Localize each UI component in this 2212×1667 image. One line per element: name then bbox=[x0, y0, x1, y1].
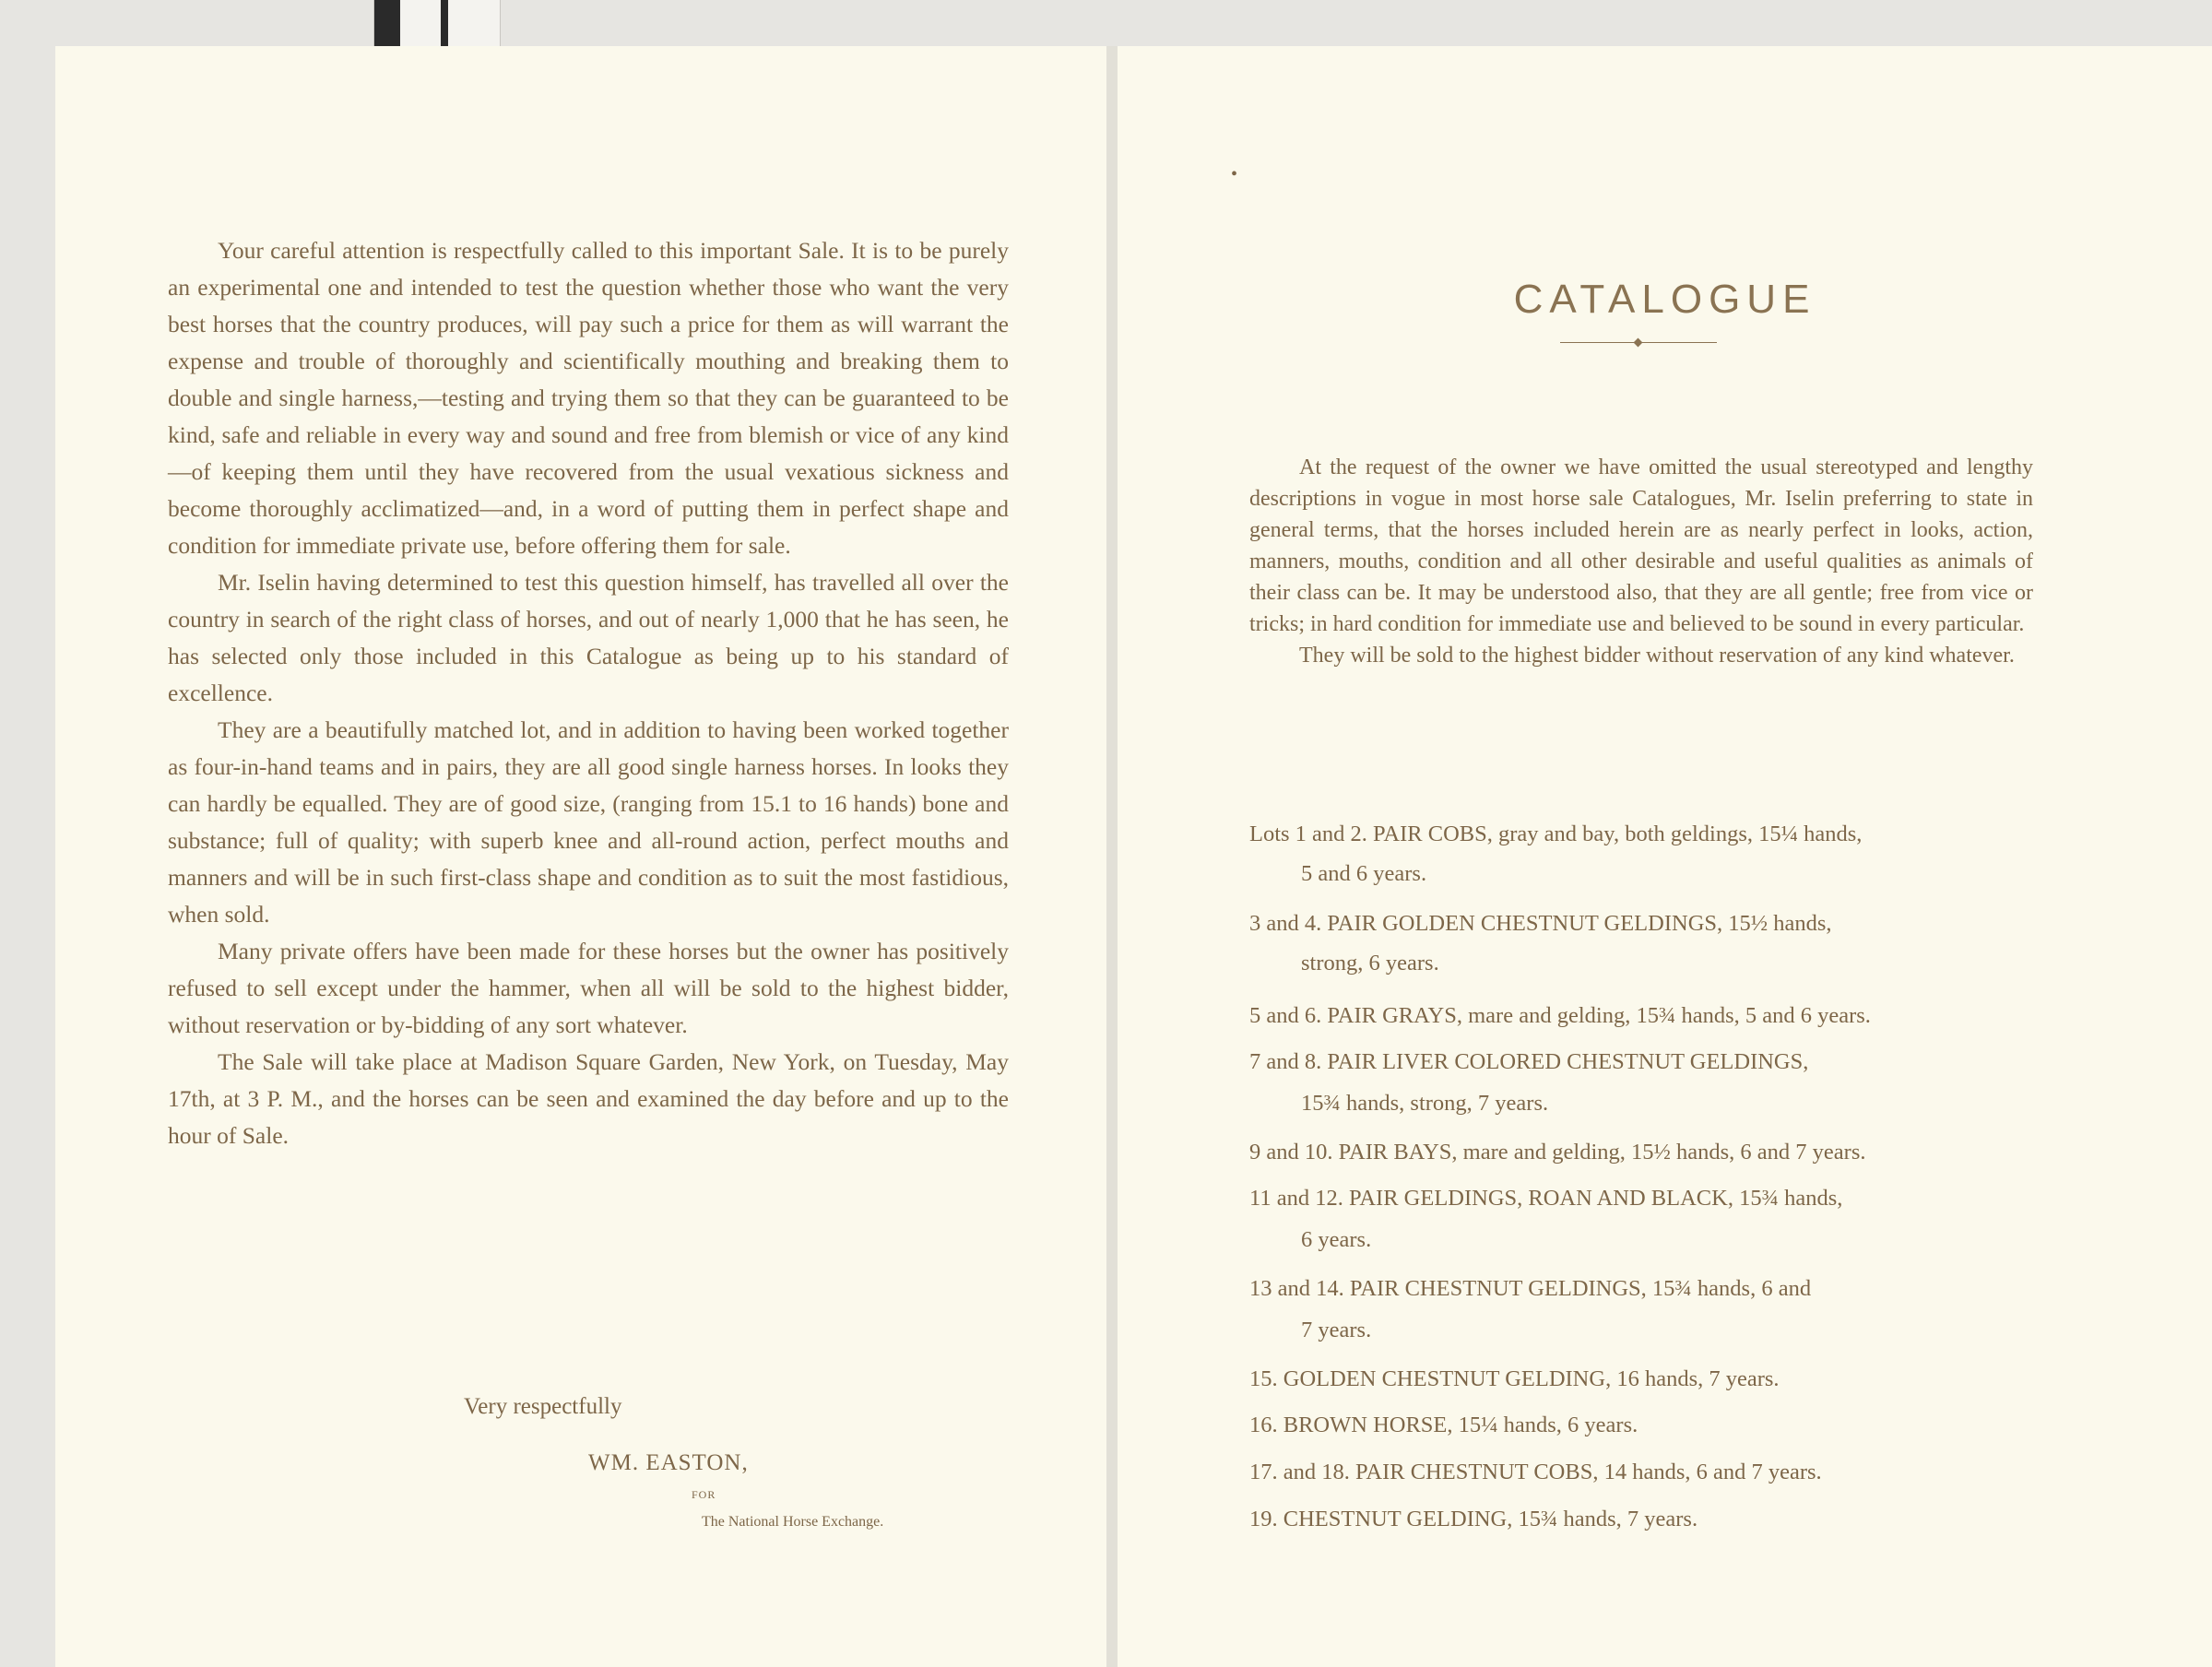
binder-clip bbox=[373, 0, 501, 47]
catalogue-title: CATALOGUE bbox=[1513, 277, 1816, 322]
lot-line-cont: 6 years. bbox=[1301, 1227, 1372, 1252]
for-label: FOR bbox=[692, 1488, 716, 1501]
lot-line: 11 and 12. PAIR GELDINGS, ROAN AND BLACK, 15¾ hands, bbox=[1249, 1186, 1843, 1211]
page-fold bbox=[1106, 46, 1118, 1667]
lot-item bbox=[1249, 1039, 2033, 1129]
letter-body bbox=[168, 232, 1009, 1154]
lot-line: 5 and 6. PAIR GRAYS, mare and gelding, 15¾ hands, 5 and 6 years. bbox=[1249, 1003, 1871, 1028]
lot-line: 13 and 14. PAIR CHESTNUT GELDINGS, 15¾ hands, 6 and bbox=[1249, 1276, 1812, 1301]
lot-list bbox=[1249, 813, 2033, 1543]
lot-item bbox=[1249, 1176, 2033, 1266]
lot-line: 17. and 18. PAIR CHESTNUT COBS, 14 hands, 6 and 7 years. bbox=[1249, 1460, 1822, 1484]
lot-line: Lots 1 and 2. PAIR COBS, gray and bay, both geldings, 15¼ hands, bbox=[1249, 822, 1863, 846]
lot-item bbox=[1249, 1496, 2033, 1543]
lot-line: 15. GOLDEN CHESTNUT GELDING, 16 hands, 7 years. bbox=[1249, 1366, 1780, 1391]
letter-paragraph: Many private offers have been made for these horses but the owner has positively refused to sell except under the hammer, when all will be sold to the highest bidder, without reservation or by-bidding of any sort whatever. bbox=[168, 938, 1009, 1038]
letter-paragraph: They are a beautifully matched lot, and in addition to having been worked together as four-in-hand teams and in pairs, they are all good single harness horses. In looks they can hardly be equalled. They are of good size, (ranging from 15.1 to 16 hands) bone and substance; full of quality; with superb knee and all-round action, perfect mouths and manners and will be in such first-class shape and condition as to suit the most fastidious, when sold. bbox=[168, 716, 1009, 928]
lot-line-cont: strong, 6 years. bbox=[1301, 951, 1439, 975]
lot-line: 16. BROWN HORSE, 15¼ hands, 6 years. bbox=[1249, 1413, 1638, 1437]
left-page bbox=[55, 46, 1106, 1667]
lot-item bbox=[1249, 1448, 2033, 1496]
clip-bar bbox=[374, 0, 400, 46]
lot-item bbox=[1249, 1129, 2033, 1176]
lot-item bbox=[1249, 993, 2033, 1039]
lot-item bbox=[1249, 813, 2033, 903]
stray-mark: • bbox=[1231, 164, 1238, 184]
lot-line-cont: 5 and 6 years. bbox=[1301, 861, 1427, 886]
right-page bbox=[1118, 46, 2212, 1667]
lot-line: 7 and 8. PAIR LIVER COLORED CHESTNUT GELDINGS, bbox=[1249, 1049, 1809, 1074]
clip-bar bbox=[441, 0, 448, 46]
lot-line: 3 and 4. PAIR GOLDEN CHESTNUT GELDINGS, 15½ hands, bbox=[1249, 911, 1832, 936]
lot-line-cont: 7 years. bbox=[1301, 1318, 1372, 1342]
organization: The National Horse Exchange. bbox=[702, 1514, 884, 1530]
lot-line: 19. CHESTNUT GELDING, 15¾ hands, 7 years. bbox=[1249, 1507, 1698, 1531]
catalogue-intro bbox=[1249, 452, 2033, 671]
lot-item bbox=[1249, 1356, 2033, 1402]
closing: Very respectfully bbox=[464, 1394, 622, 1419]
lot-item bbox=[1249, 1266, 2033, 1356]
intro-paragraph: At the request of the owner we have omitted the usual stereotyped and lengthy descriptions in vogue in most horse sale Catalogues, Mr. Iselin preferring to state in general terms, that the horses included herein are as nearly perfect in looks, action, manners, mouths, condition and all other desirable and useful qualities as animals of their class can be. It may be understood also, that they are all gentle; free from vice or tricks; in hard condition for immediate use and believed to be sound in every particular. bbox=[1249, 455, 2033, 636]
lot-line: 9 and 10. PAIR BAYS, mare and gelding, 15½ hands, 6 and 7 years. bbox=[1249, 1140, 1866, 1165]
intro-paragraph: They will be sold to the highest bidder without reservation of any kind whatever. bbox=[1299, 644, 2015, 668]
letter-paragraph: Mr. Iselin having determined to test this question himself, has travelled all over the country in search of the right class of horses, and out of nearly 1,000 that he has seen, he has selected only those included in this Catalogue as being up to his standard of excellence. bbox=[168, 569, 1009, 706]
signature: WM. EASTON, bbox=[588, 1450, 749, 1475]
ornament-diamond bbox=[1634, 338, 1643, 348]
letter-paragraph: Your careful attention is respectfully called to this important Sale. It is to be purely an experimental one and intended to test the question whether those who want the very best horses that the country produces, will pay such a price for them as will warrant the expense and trouble of thoroughly and scientifically mouthing and breaking them to double and single harness,—testing and trying them so that they can be guaranteed to be kind, safe and reliable in every way and sound and free from blemish or vice of any kind—of keeping them until they have recovered from the usual vexatious sickness and become thoroughly acclimatized—and, in a word of putting them in perfect shape and condition for immediate private use, before offering them for sale. bbox=[168, 237, 1009, 559]
lot-line-cont: 15¾ hands, strong, 7 years. bbox=[1301, 1091, 1549, 1116]
lot-item bbox=[1249, 903, 2033, 993]
lot-item bbox=[1249, 1402, 2033, 1448]
letter-paragraph: The Sale will take place at Madison Square Garden, New York, on Tuesday, May 17th, at 3 P. M., and the horses can be seen and examined the day before and up to the hour of Sale. bbox=[168, 1048, 1009, 1149]
title-ornament bbox=[1560, 338, 1717, 348]
